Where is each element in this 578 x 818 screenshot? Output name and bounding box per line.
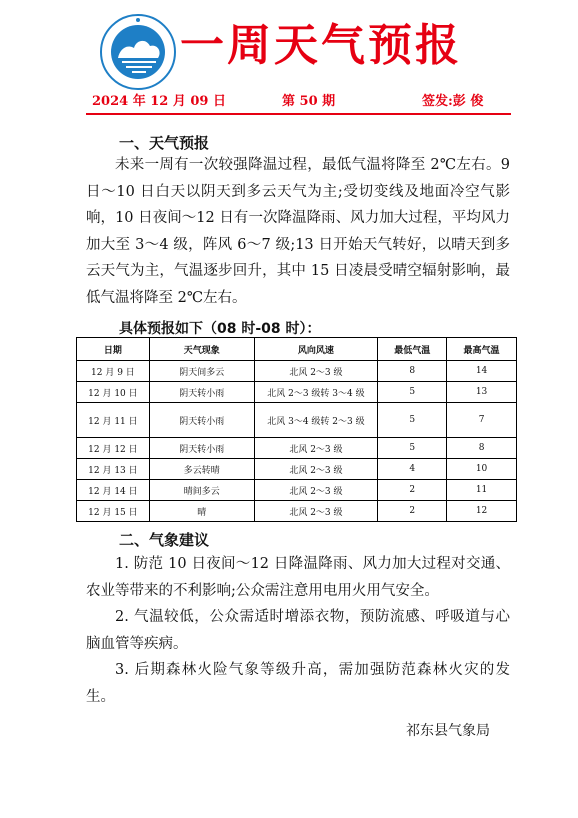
- signer: 签发:彭 俊: [422, 94, 484, 109]
- table-row: [77, 459, 517, 480]
- issuer-signature: 祁东县气象局: [406, 723, 490, 739]
- bulletin-title: 一周天气预报: [180, 20, 462, 71]
- table-row: [77, 382, 517, 403]
- cell-min-temp: 2: [378, 501, 447, 522]
- issue-date: 2024 年 12 月 09 日: [92, 94, 226, 109]
- col-header-min-temp: 最低气温: [378, 338, 447, 361]
- cell-weather: 阴天转小雨: [149, 403, 254, 438]
- cell-weather: 阴天转小雨: [149, 438, 254, 459]
- cell-weather: 阴天间多云: [149, 361, 254, 382]
- section-heading-forecast: 一、天气预报: [119, 134, 210, 152]
- cell-min-temp: 4: [378, 459, 447, 480]
- col-header-weather: 天气现象: [149, 338, 254, 361]
- col-header-max-temp: 最高气温: [447, 338, 517, 361]
- table-header-row: [77, 338, 517, 361]
- cell-weather: 阴天转小雨: [149, 382, 254, 403]
- cell-weather: 多云转晴: [149, 459, 254, 480]
- cell-max-temp: 12: [447, 501, 517, 522]
- cell-date: 12 月 12 日: [77, 438, 150, 459]
- forecast-text: 未来一周有一次较强降温过程，最低气温将降至 2℃左右。9 日～10 日白天以阴天到多云天气为主;受切变线及地面冷空气影响，10 日夜间～12 日有一次降温降雨、风力加大过程，平均风力加大至 3～4 级，阵风 6～7 级;13 日开始天气转好，以晴天到多云天气为主，气温逐步回升，其中 15 日凌晨受晴空辐射影响，最低气温将降至 2℃左右。: [86, 157, 510, 306]
- header-divider: [86, 113, 511, 115]
- advice-item: 2. 气温较低，公众需适时增添衣物，预防流感、呼吸道与心脑血管等疾病。: [86, 609, 510, 652]
- cell-weather: 晴间多云: [149, 480, 254, 501]
- issue-number: 第 50 期: [282, 94, 336, 109]
- cell-wind: 北风 2～3 级转 3～4 级: [254, 382, 378, 403]
- forecast-paragraph: [86, 152, 510, 312]
- cell-wind: 北风 2～3 级: [254, 501, 378, 522]
- table-row: [77, 361, 517, 382]
- cma-logo: [98, 12, 178, 92]
- cell-min-temp: 5: [378, 403, 447, 438]
- advice-item: 3. 后期森林火险气象等级升高，需加强防范森林火灾的发生。: [86, 662, 510, 705]
- cell-max-temp: 11: [447, 480, 517, 501]
- cell-date: 12 月 13 日: [77, 459, 150, 480]
- cell-wind: 北风 2～3 级: [254, 459, 378, 480]
- advice-list: [86, 551, 510, 711]
- section-heading-advice: 二、气象建议: [119, 531, 210, 549]
- cell-date: 12 月 9 日: [77, 361, 150, 382]
- table-row: [77, 403, 517, 438]
- cell-max-temp: 8: [447, 438, 517, 459]
- table-row: [77, 501, 517, 522]
- cell-date: 12 月 15 日: [77, 501, 150, 522]
- cell-min-temp: 5: [378, 438, 447, 459]
- cell-wind: 北风 2～3 级: [254, 438, 378, 459]
- cma-emblem-icon: [98, 12, 178, 92]
- cell-weather: 晴: [149, 501, 254, 522]
- cell-max-temp: 7: [447, 403, 517, 438]
- cell-max-temp: 14: [447, 361, 517, 382]
- cell-min-temp: 5: [378, 382, 447, 403]
- cell-wind: 北风 2～3 级: [254, 361, 378, 382]
- table-row: [77, 480, 517, 501]
- cell-max-temp: 10: [447, 459, 517, 480]
- cell-date: 12 月 14 日: [77, 480, 150, 501]
- cell-wind: 北风 3～4 级转 2～3 级: [254, 403, 378, 438]
- cell-max-temp: 13: [447, 382, 517, 403]
- table-caption: 具体预报如下（08 时-08 时）：: [119, 321, 321, 337]
- cell-date: 12 月 10 日: [77, 382, 150, 403]
- cell-min-temp: 8: [378, 361, 447, 382]
- col-header-date: 日期: [77, 338, 150, 361]
- advice-item: 1. 防范 10 日夜间～12 日降温降雨、风力加大过程对交通、农业等带来的不利影响;公众需注意用电用火用气安全。: [86, 556, 510, 599]
- col-header-wind: 风向风速: [254, 338, 378, 361]
- cell-min-temp: 2: [378, 480, 447, 501]
- cell-wind: 北风 2～3 级: [254, 480, 378, 501]
- table-row: [77, 438, 517, 459]
- cell-date: 12 月 11 日: [77, 403, 150, 438]
- forecast-table: [76, 337, 517, 522]
